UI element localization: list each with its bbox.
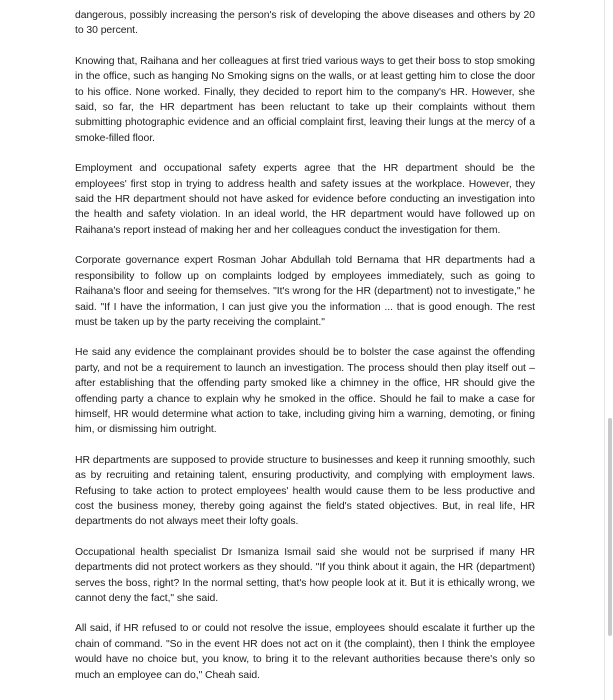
paragraph-4: Corporate governance expert Rosman Johar Abdullah told Bernama that HR departments had a responsibility to follow up on complaints lodged by employees immediately, such as going to Raihana's floor and seeing for themselves. "It's wrong for the HR (department) not to investigate," he said. "If I have the information, I can just give you the information ... that is good enough. The rest must be taken up by the party receiving the complaint." <box>75 255 535 328</box>
scrollbar-thumb[interactable] <box>608 418 612 636</box>
article-body <box>75 8 535 698</box>
paragraph-1: dangerous, possibly increasing the person's risk of developing the above diseases and others by 20 to 30 percent. <box>75 10 535 37</box>
paragraph-5: He said any evidence the complainant provides should be to bolster the case against the offending party, and not be a requirement to launch an investigation. The process should then play itself out – after establishing that the offending party smoked like a chimney in the office, HR should give the offending party a chance to explain why he smoked in the office. Should he fail to make a case for himself, HR would determine what action to take, including giving him a warning, demoting, or fining him, or dismissing him outright. <box>75 347 535 436</box>
vertical-scrollbar[interactable] <box>605 0 613 700</box>
paragraph-2: Knowing that, Raihana and her colleagues at first tried various ways to get their boss to stop smoking in the office, such as hanging No Smoking signs on the walls, or at least getting him to close the door to his office. None worked. Finally, they decided to report him to the company's HR. However, she said, so far, the HR department has been reluctant to take up their complaints without them submitting photographic evidence and an official complaint first, leaving their lungs at the mercy of a smoke-filled floor. <box>75 55 535 144</box>
paragraph-3: Employment and occupational safety experts agree that the HR department should be the employees' first stop in trying to address health and safety issues at the workplace. However, they said the HR department should not have asked for evidence before conducting an investigation into the health and safety violation. In an ideal world, the HR department would have followed up on Raihana's report instead of making her and her colleagues conduct the investigation for them. <box>75 163 535 236</box>
paragraph-7: Occupational health specialist Dr Ismaniza Ismail said she would not be surprised if many HR departments did not protect workers as they should. "If you think about it again, the HR (department) serves the boss, right? In the normal setting, that's how people look at it. But it is ethically wrong, we cannot deny the fact," she said. <box>75 546 535 604</box>
paragraph-8: All said, if HR refused to or could not resolve the issue, employees should escalate it further up the chain of command. "So in the event HR does not act on it (the complaint), then I think the employee would have no choice but, you know, to bring it to the relevant authorities because there's only so much an employee can do," Cheah said. <box>75 623 535 681</box>
paragraph-6: HR departments are supposed to provide structure to businesses and keep it running smoothly, such as by recruiting and retaining talent, ensuring productivity, and complying with employment laws. Refusing to take action to protect employees' health would cause them to be less productive and cost the business money, thereby going against the field's stated objectives. But, in real life, HR departments do not always meet their lofty goals. <box>75 454 535 528</box>
